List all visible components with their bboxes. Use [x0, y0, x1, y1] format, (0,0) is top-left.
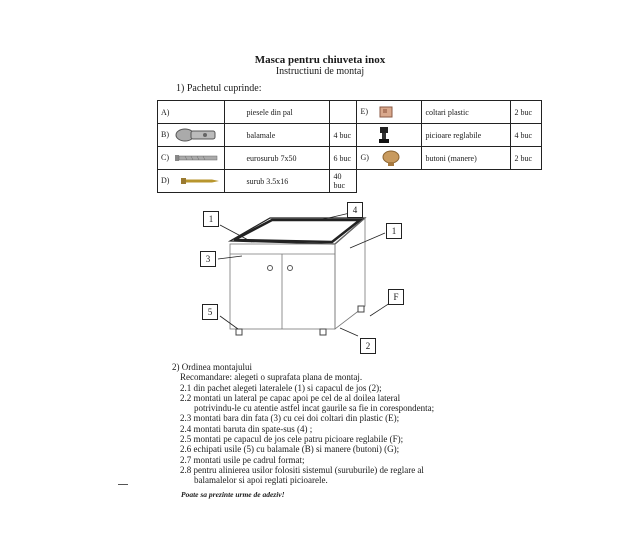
- hinge-icon: [175, 126, 219, 144]
- callout-front-bar: 3: [200, 251, 216, 267]
- item-name-cell: coltari plastic: [422, 101, 511, 124]
- step-line: 2.5 montati pe capacul de jos cele patru picioare reglabile (F);: [180, 434, 404, 445]
- cabinet-leg: [358, 306, 364, 312]
- letter-cell: [357, 124, 422, 147]
- door-knob: [268, 266, 273, 271]
- letter-cell: G): [357, 147, 422, 170]
- letter-cell: A): [158, 101, 225, 124]
- screw-icon: [181, 176, 221, 186]
- package-table: [157, 100, 542, 193]
- assembly-steps: [172, 362, 442, 486]
- section-assembly-heading: 2) Ordinea montajului: [172, 362, 252, 372]
- step-line: 2.4 montati baruta din spate-sus (4) ;: [180, 423, 313, 434]
- step-line: 2.3 montati bara din fata (3) cu cei doi coltari din plastic (E);: [180, 413, 400, 424]
- euroscrew-icon: [175, 153, 219, 163]
- document-subtitle: Instructiuni de montaj: [275, 66, 365, 77]
- adhesive-note: Poate sa prezinte urme de adeziv!: [181, 490, 285, 499]
- qty-cell: 4 buc: [511, 124, 542, 147]
- callout-side-panel: 1: [203, 211, 219, 227]
- callout-door: 5: [202, 304, 218, 320]
- cabinet-leg: [320, 329, 326, 335]
- qty-cell: 2 buc: [511, 147, 542, 170]
- plastic-corner-icon: [378, 105, 394, 119]
- qty-cell: 40 buc: [330, 170, 357, 193]
- letter-cell: B): [158, 124, 225, 147]
- scan-mark: [118, 484, 128, 485]
- document-title: Masca pentru chiuveta inox: [254, 54, 386, 66]
- letter-cell: D): [158, 170, 225, 193]
- cabinet-front: [230, 244, 335, 329]
- item-name-cell: picioare reglabile: [422, 124, 511, 147]
- package-row: [158, 170, 542, 193]
- callout-side-panel-right: 1: [386, 223, 402, 239]
- qty-cell: 6 buc: [330, 147, 357, 170]
- step-line: 2.8 pentru alinierea usilor folositi sistemul (suruburile) de reglare al: [180, 464, 424, 475]
- callout-bottom-panel: 2: [360, 338, 376, 354]
- item-name-cell: butoni (manere): [422, 147, 511, 170]
- package-row: [158, 147, 542, 170]
- letter-cell: C): [158, 147, 225, 170]
- section-package-heading: 1) Pachetul cuprinde:: [176, 83, 262, 94]
- callout-leg: F: [388, 289, 404, 305]
- package-row: [158, 124, 542, 147]
- qty-cell: [330, 101, 357, 124]
- step-line: 2.2 montati un lateral pe capac apoi pe cel de al doilea lateral: [180, 392, 401, 403]
- door-knob: [288, 266, 293, 271]
- adjustable-leg-icon: [376, 126, 392, 144]
- package-row: [158, 101, 542, 124]
- item-name-cell: balamale: [225, 124, 330, 147]
- letter-cell: E): [357, 101, 422, 124]
- step-line: 2.6 echipati usile (5) cu balamale (B) si manere (butoni) (G);: [180, 444, 400, 455]
- callout-back-bar: 4: [347, 202, 363, 218]
- recommendation-text: Recomandare: alegeti o suprafata plana de montaj.: [180, 372, 363, 383]
- step-line: 2.7 montati usile pe cadrul format;: [180, 454, 305, 465]
- knob-icon: [381, 149, 401, 167]
- qty-cell: 4 buc: [330, 124, 357, 147]
- item-name-cell: surub 3.5x16: [225, 170, 330, 193]
- qty-cell: 2 buc: [511, 101, 542, 124]
- cabinet-leg: [236, 329, 242, 335]
- step-line: balamalelor si apoi reglati picioarele.: [194, 475, 328, 486]
- item-name-cell: eurosurub 7x50: [225, 147, 330, 170]
- step-line: 2.1 din pachet alegeti lateralele (1) si capacul de jos (2);: [180, 382, 382, 393]
- item-name-cell: piesele din pal: [225, 101, 330, 124]
- step-line: potrivindu-le cu atentie astfel incat gaurile sa fie in corespondenta;: [194, 403, 435, 414]
- cabinet-diagram: [190, 196, 420, 356]
